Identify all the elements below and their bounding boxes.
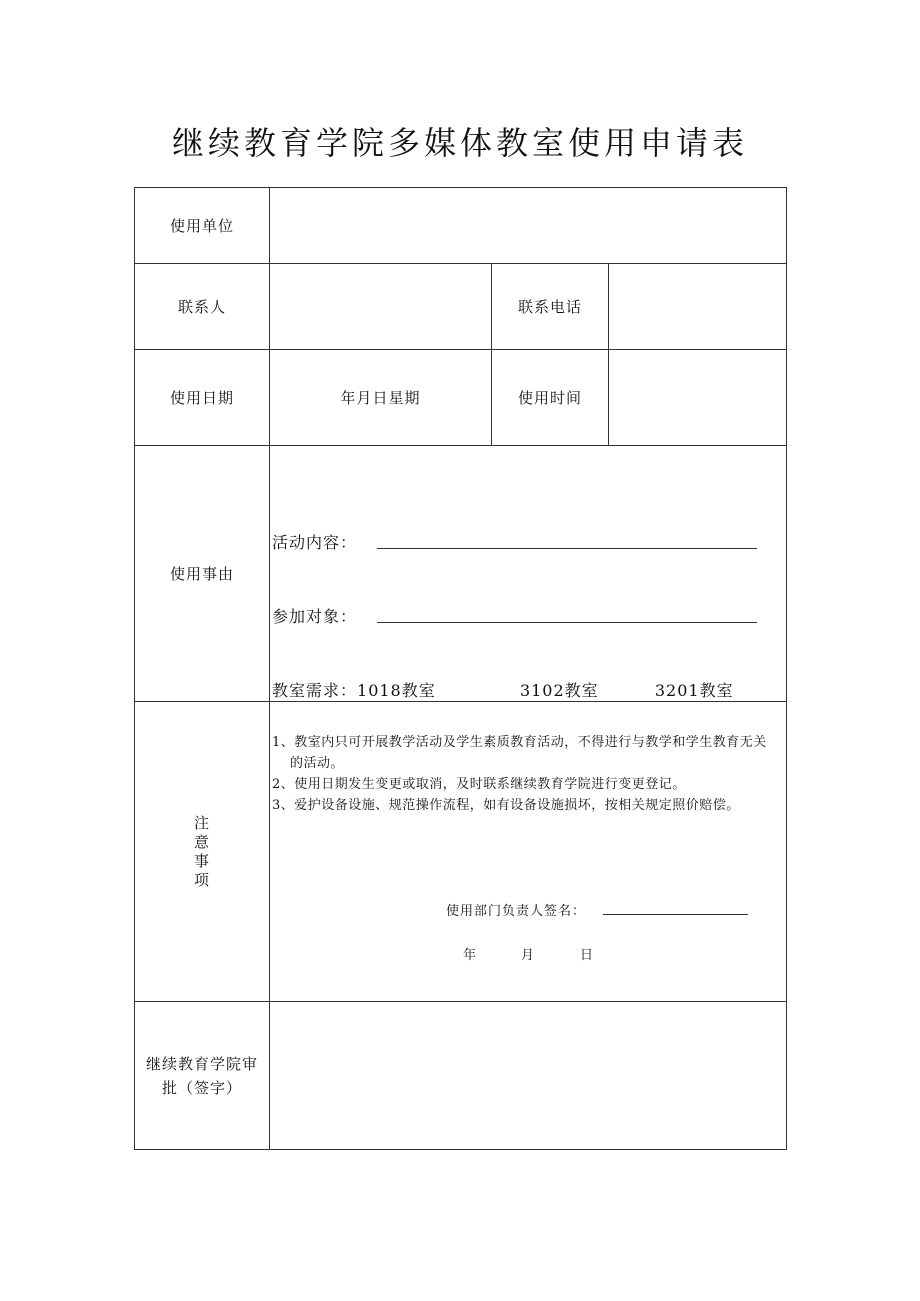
row-reason (135, 446, 787, 702)
row-unit (135, 188, 787, 264)
signature-label: 使用部门负责人签名： (446, 904, 587, 919)
note-item-3: 3、爱护设备设施、规范操作流程，如有设备设施损坏，按相关规定照价赔偿。 (272, 798, 740, 813)
phone-label: 联系电话 (492, 264, 609, 350)
row-notes (135, 702, 787, 1002)
note-item-2: 2、使用日期发生变更或取消，及时联系继续教育学院进行变更登记。 (272, 777, 686, 792)
application-form-table (134, 187, 787, 1150)
signature-row (446, 900, 748, 919)
notes-label-char-3: 事 (193, 851, 210, 870)
notes-cell (270, 702, 787, 1002)
approval-label-line-2: 批（签字） (161, 1078, 242, 1097)
activity-input-line[interactable] (377, 547, 757, 549)
form-title: 继续教育学院多媒体教室使用申请表 (171, 124, 748, 162)
contact-field[interactable] (270, 264, 492, 350)
date-field[interactable]: 年月日星期 (270, 350, 492, 446)
notes-list (272, 732, 777, 816)
unit-label: 使用单位 (135, 188, 270, 264)
notes-label-char-4: 项 (193, 870, 210, 889)
sign-date-year: 年 (463, 948, 478, 963)
row-contact (135, 264, 787, 350)
activity-row (272, 530, 757, 553)
date-label: 使用日期 (135, 350, 270, 446)
approval-field[interactable] (270, 1002, 787, 1150)
audience-row (272, 604, 757, 627)
notes-label (135, 702, 270, 1002)
room-label: 教室需求： (272, 681, 358, 700)
approval-label (135, 1002, 270, 1150)
reason-label: 使用事由 (135, 446, 270, 702)
time-label: 使用时间 (492, 350, 609, 446)
time-field[interactable] (609, 350, 787, 446)
phone-field[interactable] (609, 264, 787, 350)
audience-label: 参加对象： (272, 607, 358, 626)
room-option-3201[interactable]: 3201教室 (654, 681, 734, 700)
activity-label: 活动内容： (272, 533, 358, 552)
unit-field[interactable] (270, 188, 787, 264)
note-item-1: 1、教室内只可开展教学活动及学生素质教育活动，不得进行与教学和学生教育无关的活动。 (272, 735, 767, 771)
contact-label: 联系人 (135, 264, 270, 350)
reason-cell (270, 446, 787, 702)
row-date (135, 350, 787, 446)
room-option-1018[interactable]: 1018教室 (357, 681, 436, 700)
approval-label-line-1: 继续教育学院审 (145, 1054, 258, 1073)
signature-input-line[interactable] (603, 913, 748, 915)
room-row (272, 678, 734, 701)
sign-date-month: 月 (521, 948, 536, 963)
notes-label-char-1: 注 (193, 813, 210, 832)
notes-label-char-2: 意 (193, 832, 210, 851)
room-option-3102[interactable]: 3102教室 (519, 681, 599, 700)
sign-date-day: 日 (580, 948, 595, 963)
audience-input-line[interactable] (377, 621, 757, 623)
row-approval (135, 1002, 787, 1150)
